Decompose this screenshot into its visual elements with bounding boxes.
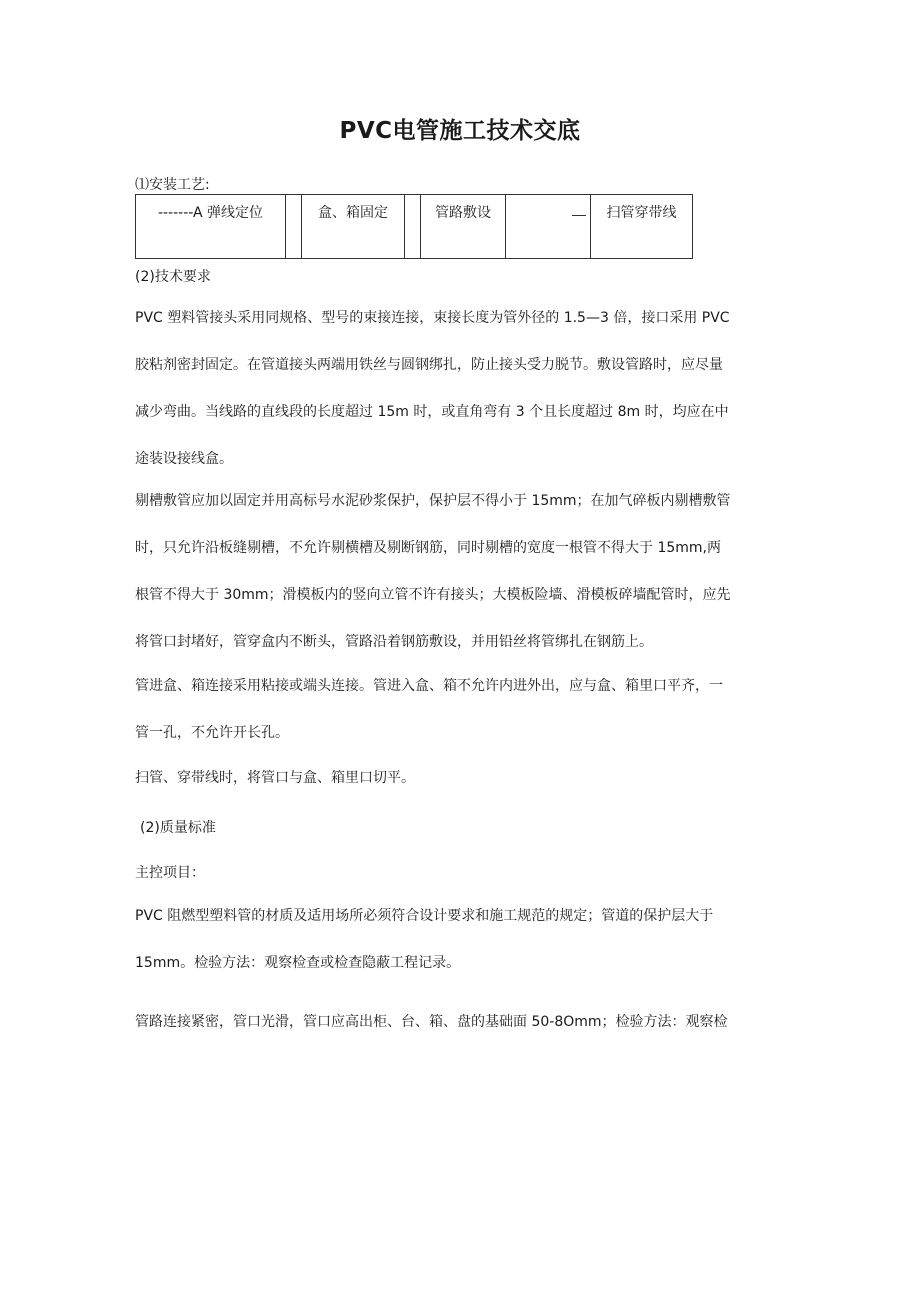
tech-paragraph-2: [135, 478, 787, 666]
tech-paragraph-3: [135, 663, 787, 757]
text-line: 胶粘剂密封固定。在管道接头两端用铁丝与圆钢绑扎，防止接头受力脱节。敷设管路时，应尽量: [135, 357, 723, 373]
arrow-dash-icon: [572, 215, 586, 216]
text-line: 15mm。检验方法：观察检查或检查隐蔽工程记录。: [135, 955, 461, 971]
tech-paragraph-4: [135, 755, 787, 802]
tech-paragraph-1: [135, 295, 787, 483]
flow-arrow-cell: [506, 195, 591, 259]
install-process-label: ⑴安装工艺:: [135, 177, 210, 193]
main-control-items-label: 主控项目：: [135, 865, 205, 881]
text-line: PVC 塑料管接头采用同规格、型号的束接连接，束接长度为管外径的 1.5—3 倍，接口采用 PVC: [135, 310, 730, 326]
text-line: 途装设接线盒。: [135, 451, 233, 467]
flow-step-box-fix: 盒、箱固定: [302, 195, 405, 259]
text-line: 扫管、穿带线时，将管口与盒、箱里口切平。: [135, 770, 415, 786]
text-line: 管路连接紧密，管口光滑，管口应高出柜、台、箱、盘的基础面 50-8Omm；检验方法：观察检: [135, 1014, 728, 1030]
flow-step-sweep-pipe: 扫管穿带线: [591, 195, 693, 259]
tech-requirements-label: (2)技术要求: [135, 269, 211, 285]
document-title: PVC电管施工技术交底: [339, 118, 581, 144]
flow-step-snap-line: -------A 弹线定位: [136, 195, 286, 259]
text-line: 剔槽敷管应加以固定并用高标号水泥砂浆保护，保护层不得小于 15mm；在加气碎板内剔槽敷管: [135, 493, 731, 509]
text-line: PVC 阻燃型塑料管的材质及适用场所必须符合设计要求和施工规范的规定；管道的保护层大于: [135, 908, 714, 924]
text-line: 根管不得大于 30mm；滑模板内的竖向立管不许有接头；大模板险墙、滑模板碎墙配管时，应先: [135, 587, 731, 603]
quality-paragraph-2: [135, 999, 787, 1046]
flow-arrow-cell: [286, 195, 302, 259]
flow-step-pipe-laying: 管路敷设: [421, 195, 506, 259]
flow-arrow-cell: [405, 195, 421, 259]
process-flow-table: [135, 194, 693, 259]
text-line: 将管口封堵好，管穿盒内不断头，管路沿着钢筋敷设，并用铅丝将管绑扎在钢筋上。: [135, 634, 653, 650]
text-line: 减少弯曲。当线路的直线段的长度超过 15m 时，或直角弯有 3 个且长度超过 8m 时，均应在中: [135, 404, 729, 420]
text-line: 管进盒、箱连接采用粘接或端头连接。管进入盒、箱不允许内进外出，应与盒、箱里口平齐，一: [135, 678, 723, 694]
process-flow-row: [136, 195, 693, 259]
text-line: 时，只允许沿板缝剔槽，不允许剔横槽及剔断钢筋，同时剔槽的宽度一根管不得大于 15mm,两: [135, 540, 721, 556]
quality-paragraph-1: [135, 893, 787, 987]
quality-standard-label: (2)质量标准: [140, 820, 216, 836]
text-line: 管一孔，不允许开长孔。: [135, 725, 289, 741]
